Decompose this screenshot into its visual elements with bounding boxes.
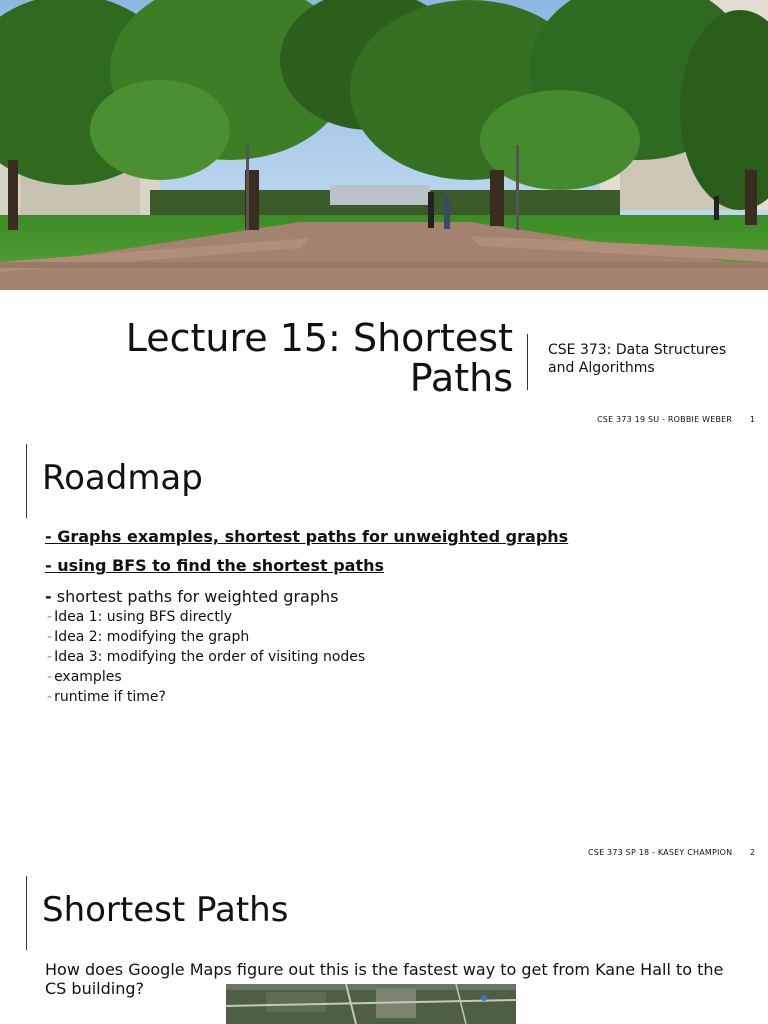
sub-dash: - [47, 669, 53, 685]
title-divider [527, 334, 528, 390]
slide-number: 1 [750, 415, 756, 424]
lecture-title-line2: Paths [409, 356, 513, 400]
course-subtitle: CSE 373: Data Structures and Algorithms [548, 342, 727, 376]
sub-dash: - [47, 689, 53, 705]
sub-dash: - [47, 629, 53, 645]
roadmap-item: - Graphs examples, shortest paths for unweighted graphs [45, 527, 569, 546]
campus-quad-photo [0, 0, 768, 290]
bullet-dash: - [45, 587, 52, 606]
lecture-title [0, 318, 513, 398]
roadmap-bullet-text: shortest paths for weighted graphs [56, 587, 339, 606]
roadmap-subitem [47, 609, 232, 625]
roadmap-subitem-text: examples [54, 669, 122, 685]
slide-footer: CSE 373 SP 18 - KASEY CHAMPION [588, 848, 733, 857]
roadmap-subitem [47, 629, 249, 645]
accent-line [26, 444, 27, 518]
sub-dash: - [47, 649, 53, 665]
shortest-paths-slide [0, 864, 768, 1024]
title-slide [0, 0, 768, 432]
sub-dash: - [47, 609, 53, 625]
roadmap-subitem-text: Idea 3: modifying the order of visiting nodes [54, 649, 366, 665]
accent-line [26, 876, 27, 950]
roadmap-bullet [45, 587, 338, 606]
roadmap-item: - using BFS to find the shortest paths [45, 556, 385, 575]
roadmap-subitem-text: runtime if time? [54, 689, 166, 705]
map-screenshot [226, 984, 516, 1024]
question-text: How does Google Maps figure out this is the fastest way to get from Kane Hall to the CS building? [45, 960, 724, 998]
roadmap-slide [0, 432, 768, 864]
roadmap-subitem [47, 669, 122, 685]
roadmap-subitem-text: Idea 1: using BFS directly [54, 609, 233, 625]
slide-footer: CSE 373 19 SU - ROBBIE WEBER [597, 415, 733, 424]
slide-number: 2 [750, 848, 756, 857]
roadmap-subitem-text: Idea 2: modifying the graph [54, 629, 250, 645]
slide-title: Roadmap [42, 458, 203, 498]
slide-title: Shortest Paths [42, 890, 289, 930]
roadmap-subitem [47, 649, 365, 665]
lecture-title-line1: Lecture 15: Shortest [125, 316, 513, 360]
roadmap-subitem [47, 689, 166, 705]
